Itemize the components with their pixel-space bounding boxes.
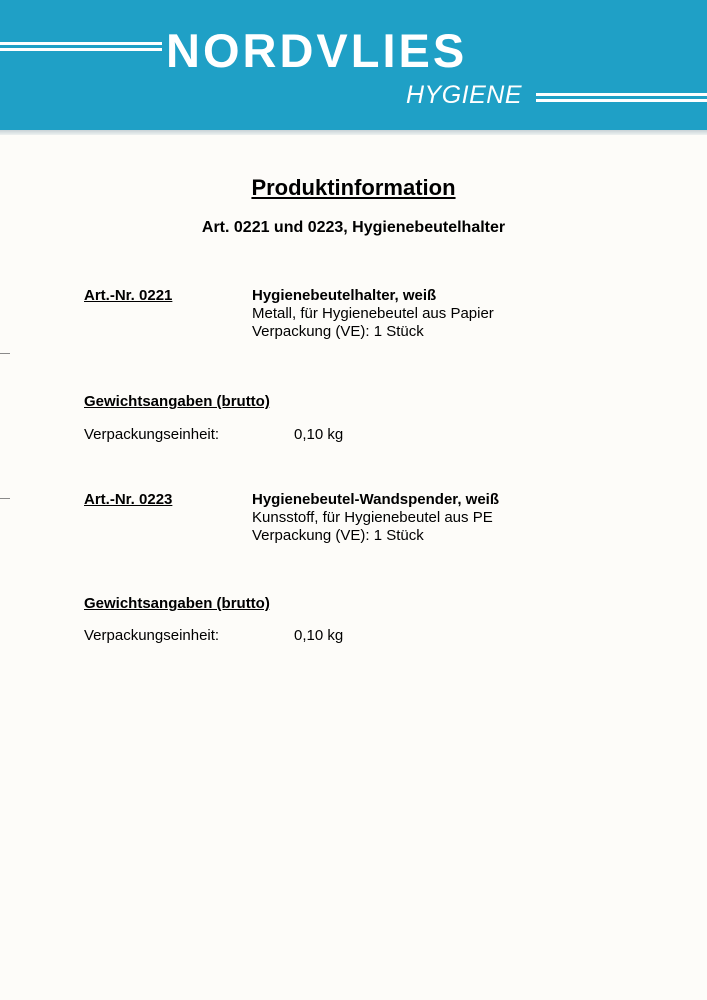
weight-value: 0,10 kg xyxy=(294,627,344,644)
article-number-label: Art.-Nr. 0221 xyxy=(84,287,173,304)
brand-logo: NORDVLIES xyxy=(166,24,468,77)
weight-value: 0,10 kg xyxy=(294,426,344,443)
weight-label: Verpackungseinheit: xyxy=(84,627,220,644)
margin-mark xyxy=(0,353,10,354)
article-description xyxy=(252,491,499,545)
article-name: Hygienebeutel-Wandspender, weiß xyxy=(252,491,499,508)
logo-stripes-right xyxy=(536,93,707,105)
article-packaging: Verpackung (VE): 1 Stück xyxy=(252,527,424,544)
article-name: Hygienebeutelhalter, weiß xyxy=(252,287,437,304)
article-packaging: Verpackung (VE): 1 Stück xyxy=(252,323,424,340)
weight-heading: Gewichtsangaben (brutto) xyxy=(84,595,270,612)
article-material: Metall, für Hygienebeutel aus Papier xyxy=(252,305,494,322)
header-banner xyxy=(0,0,707,130)
article-material: Kunsstoff, für Hygienebeutel aus PE xyxy=(252,509,493,526)
header-shadow xyxy=(0,130,707,135)
weight-label: Verpackungseinheit: xyxy=(84,426,220,443)
page-subtitle: Art. 0221 und 0223, Hygienebeutelhalter xyxy=(201,219,506,236)
logo-stripes-left xyxy=(0,42,162,54)
weight-heading: Gewichtsangaben (brutto) xyxy=(84,393,270,410)
page-title: Produktinformation xyxy=(251,175,456,200)
brand-subtitle: HYGIENE xyxy=(406,81,523,109)
article-description xyxy=(252,287,494,341)
article-number-label: Art.-Nr. 0223 xyxy=(84,491,173,508)
margin-mark xyxy=(0,498,10,499)
